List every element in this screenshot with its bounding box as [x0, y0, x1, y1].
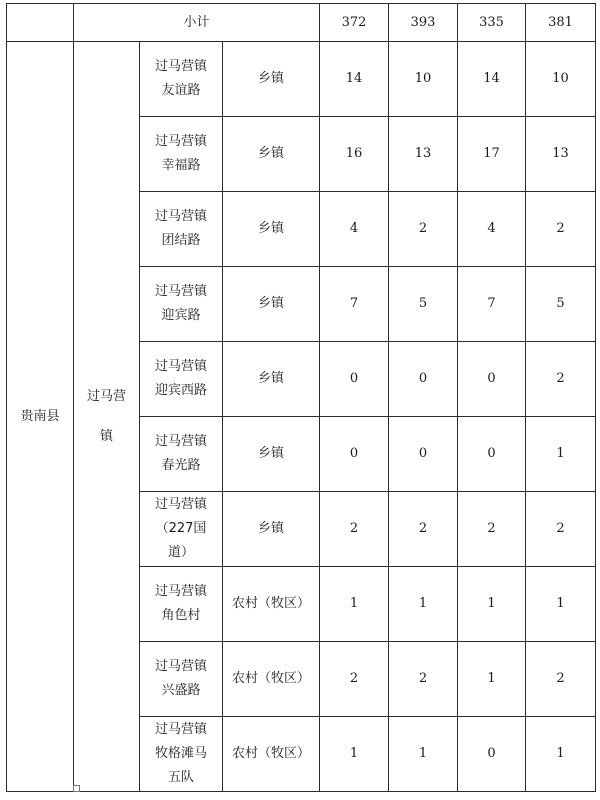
- blank-cell: [7, 4, 74, 42]
- value-cell: 17: [458, 117, 526, 192]
- location-name: 过马营镇迎宾西路: [154, 359, 207, 398]
- location-name-cell: [140, 492, 223, 567]
- value-cell: 4: [458, 192, 526, 267]
- location-name: 过马营镇角色村: [154, 584, 207, 623]
- value-cell: 2: [458, 492, 526, 567]
- location-name-cell: [140, 567, 223, 642]
- location-name: 过马营镇友谊路: [154, 59, 207, 98]
- area-type-cell: 乡镇: [223, 192, 320, 267]
- value-cell: 0: [458, 717, 526, 792]
- value-cell: 0: [389, 342, 458, 417]
- value-cell: 2: [526, 192, 596, 267]
- value-cell: 4: [320, 192, 389, 267]
- location-name: 过马营镇牧格滩马五队: [154, 722, 207, 785]
- value-cell: 13: [526, 117, 596, 192]
- location-name-cell: [140, 642, 223, 717]
- value-cell: 0: [458, 417, 526, 492]
- county-cell: 贵南县: [7, 42, 74, 792]
- area-type-cell: 乡镇: [223, 417, 320, 492]
- value-cell: 1: [458, 567, 526, 642]
- area-type-cell: 乡镇: [223, 42, 320, 117]
- value-cell: 0: [320, 417, 389, 492]
- area-type-cell: 乡镇: [223, 117, 320, 192]
- value-cell: 1: [526, 717, 596, 792]
- value-cell: 2: [320, 492, 389, 567]
- location-name-cell: [140, 267, 223, 342]
- value-cell: 10: [526, 42, 596, 117]
- subtotal-value: 335: [458, 4, 526, 42]
- value-cell: 2: [526, 492, 596, 567]
- area-type-cell: 乡镇: [223, 342, 320, 417]
- table-row: [7, 42, 596, 117]
- value-cell: 2: [389, 642, 458, 717]
- location-name-cell: [140, 417, 223, 492]
- location-name-cell: [140, 717, 223, 792]
- subtotal-row: [7, 4, 596, 42]
- area-type-cell: 农村（牧区）: [223, 642, 320, 717]
- value-cell: 14: [458, 42, 526, 117]
- area-type-cell: 农村（牧区）: [223, 567, 320, 642]
- subtotal-value: 393: [389, 4, 458, 42]
- value-cell: 2: [389, 192, 458, 267]
- value-cell: 10: [389, 42, 458, 117]
- paragraph-marker: [73, 785, 80, 792]
- value-cell: 2: [389, 492, 458, 567]
- value-cell: 14: [320, 42, 389, 117]
- value-cell: 1: [320, 717, 389, 792]
- value-cell: 0: [389, 417, 458, 492]
- value-cell: 1: [320, 567, 389, 642]
- area-type-cell: 乡镇: [223, 267, 320, 342]
- statistics-table: [6, 3, 596, 792]
- area-type-cell: 农村（牧区）: [223, 717, 320, 792]
- location-name-cell: [140, 192, 223, 267]
- location-name-cell: [140, 342, 223, 417]
- area-type-cell: 乡镇: [223, 492, 320, 567]
- location-name: 过马营镇团结路: [154, 209, 207, 248]
- subtotal-value: 372: [320, 4, 389, 42]
- value-cell: 5: [389, 267, 458, 342]
- location-name: 过马营镇兴盛路: [154, 659, 207, 698]
- value-cell: 0: [458, 342, 526, 417]
- subtotal-label: 小计: [74, 4, 320, 42]
- location-name: 过马营镇幸福路: [154, 134, 207, 173]
- value-cell: 13: [389, 117, 458, 192]
- location-name: 过马营镇（227国道）: [154, 497, 207, 560]
- value-cell: 0: [320, 342, 389, 417]
- value-cell: 1: [389, 567, 458, 642]
- subtotal-value: 381: [526, 4, 596, 42]
- location-name: 过马营镇迎宾路: [154, 284, 207, 323]
- value-cell: 1: [389, 717, 458, 792]
- value-cell: 2: [526, 642, 596, 717]
- value-cell: 7: [458, 267, 526, 342]
- value-cell: 1: [458, 642, 526, 717]
- value-cell: 2: [320, 642, 389, 717]
- value-cell: 1: [526, 417, 596, 492]
- location-name-cell: [140, 42, 223, 117]
- location-name: 过马营镇春光路: [154, 434, 207, 473]
- value-cell: 2: [526, 342, 596, 417]
- value-cell: 7: [320, 267, 389, 342]
- location-name-cell: [140, 117, 223, 192]
- value-cell: 5: [526, 267, 596, 342]
- value-cell: 16: [320, 117, 389, 192]
- town-cell: 过马营 镇: [74, 42, 140, 792]
- value-cell: 1: [526, 567, 596, 642]
